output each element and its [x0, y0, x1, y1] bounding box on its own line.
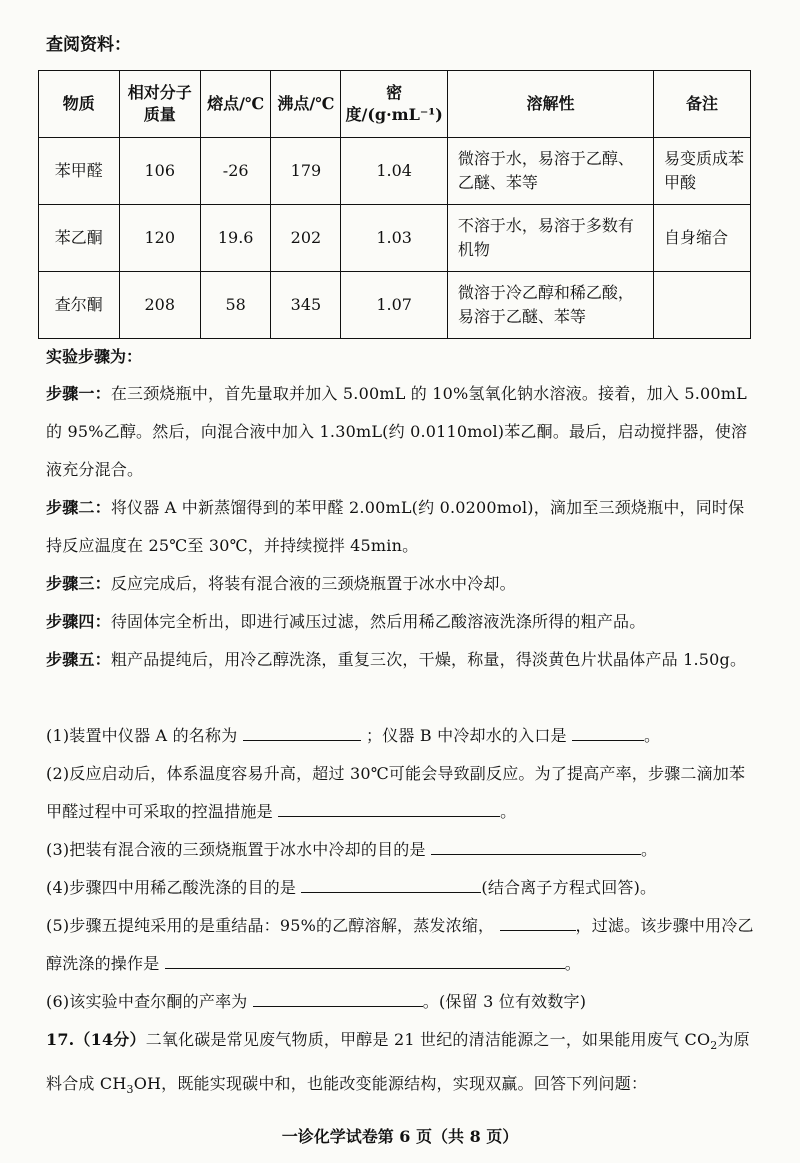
step-1 — [46, 375, 754, 489]
cell-remarks: 易变质成苯甲酸 — [654, 138, 751, 205]
question-5 — [46, 907, 754, 983]
question-6 — [46, 983, 754, 1021]
question-text: (5)步骤五提纯采用的是重结晶：95%的乙醇溶解，蒸发浓缩， — [46, 916, 495, 935]
cell-melting-point: -26 — [200, 138, 270, 205]
page-footer: 一诊化学试卷第 6 页（共 8 页） — [281, 1127, 519, 1146]
cell-substance: 苯甲醛 — [39, 138, 120, 205]
cell-molar-mass: 106 — [119, 138, 200, 205]
step-text: 在三颈烧瓶中，首先量取并加入 5.00mL 的 10%氢氧化钠水溶液。接着，加入 5.00mL 的 95%乙醇。然后，向混合液中加入 1.30mL(约 0.0110mol)苯乙酮。最后，启动搅拌器，使溶液充分混合。 — [46, 384, 748, 479]
question-text: (1)装置中仪器 A 的名称为 — [46, 726, 238, 745]
question-text: (6)该实验中查尔酮的产率为 — [46, 992, 248, 1011]
question-17 — [46, 1021, 754, 1109]
step-label: 步骤一： — [46, 384, 111, 403]
question-text: OH，既能实现碳中和，也能改变能源结构，实现双赢。回答下列问题： — [133, 1074, 648, 1094]
subscript: 2 — [710, 1039, 718, 1053]
cell-density: 1.07 — [341, 272, 447, 339]
answer-blank[interactable] — [243, 722, 361, 741]
question-text: 。(保留 3 位有效数字) — [422, 992, 587, 1011]
question-3 — [46, 831, 754, 869]
header-molar-mass: 相对分子质量 — [119, 71, 200, 138]
cell-density: 1.04 — [341, 138, 447, 205]
cell-melting-point: 19.6 — [200, 205, 270, 272]
answer-blank[interactable] — [165, 950, 565, 969]
question-number: 17.（14分） — [46, 1030, 146, 1049]
header-substance: 物质 — [39, 71, 120, 138]
table-row — [39, 138, 751, 205]
cell-boiling-point: 179 — [271, 138, 341, 205]
step-5 — [46, 641, 754, 679]
step-label: 步骤四： — [46, 612, 111, 631]
cell-solubility: 微溶于冷乙醇和稀乙酸，易溶于乙醚、苯等 — [447, 272, 653, 339]
cell-melting-point: 58 — [200, 272, 270, 339]
question-text: 。 — [640, 840, 658, 859]
steps-title: 实验步骤为： — [46, 347, 143, 366]
cell-substance: 苯乙酮 — [39, 205, 120, 272]
answer-blank[interactable] — [253, 988, 423, 1007]
header-solubility: 溶解性 — [447, 71, 653, 138]
step-2 — [46, 489, 754, 565]
step-label: 步骤三： — [46, 574, 111, 593]
cell-substance: 查尔酮 — [39, 272, 120, 339]
answer-blank[interactable] — [301, 874, 481, 893]
header-density: 密度/(g·mL⁻¹) — [341, 71, 447, 138]
question-text: (4)步骤四中用稀乙酸洗涤的目的是 — [46, 878, 297, 897]
step-text: 粗产品提纯后，用冷乙醇洗涤，重复三次，干燥，称量，得淡黄色片状晶体产品 1.50g。 — [110, 650, 747, 669]
step-3 — [46, 565, 754, 603]
cell-molar-mass: 120 — [119, 205, 200, 272]
question-text: (结合离子方程式回答)。 — [481, 878, 657, 897]
answer-blank[interactable] — [500, 912, 576, 931]
question-text: 。 — [500, 802, 517, 821]
question-text: ；仪器 B 中冷却水的入口是 — [366, 726, 567, 745]
question-4 — [46, 869, 754, 907]
question-1 — [46, 717, 754, 755]
cell-boiling-point: 345 — [271, 272, 341, 339]
answer-blank[interactable] — [431, 836, 641, 855]
cell-solubility: 不溶于水，易溶于多数有机物 — [447, 205, 653, 272]
header-melting-point: 熔点/℃ — [200, 71, 270, 138]
cell-remarks: 自身缩合 — [654, 205, 751, 272]
step-text: 待固体完全析出，即进行减压过滤，然后用稀乙酸溶液洗涤所得的粗产品。 — [110, 612, 646, 631]
header-remarks: 备注 — [654, 71, 751, 138]
cell-boiling-point: 202 — [271, 205, 341, 272]
step-label: 步骤五： — [46, 650, 111, 669]
step-text: 将仪器 A 中新蒸馏得到的苯甲醛 2.00mL(约 0.0200mol)，滴加至三颈烧瓶中，同时保持反应温度在 25℃至 30℃，并持续搅拌 45min。 — [46, 498, 745, 555]
question-2 — [46, 755, 754, 831]
answer-blank[interactable] — [572, 722, 644, 741]
question-text: 。 — [564, 954, 581, 973]
reference-heading: 查阅资料： — [46, 35, 131, 55]
subscript: 3 — [126, 1083, 134, 1097]
step-text: 反应完成后，将装有混合液的三颈烧瓶置于冰水中冷却。 — [110, 574, 516, 593]
step-label: 步骤二： — [46, 498, 111, 517]
table-row — [39, 205, 751, 272]
question-text: 。 — [644, 726, 661, 745]
table-header-row — [39, 71, 751, 138]
question-text: ，过滤。该步骤中用冷乙醇洗涤的操作是 — [46, 916, 754, 973]
question-text: 为原料合成 CH — [46, 1030, 750, 1094]
properties-table — [38, 70, 751, 339]
header-boiling-point: 沸点/℃ — [271, 71, 341, 138]
cell-density: 1.03 — [341, 205, 447, 272]
cell-solubility: 微溶于水，易溶于乙醇、乙醚、苯等 — [447, 138, 653, 205]
question-text: 二氧化碳是常见废气物质，甲醇是 21 世纪的清洁能源之一，如果能用废气 CO — [145, 1030, 711, 1049]
question-text: (3)把装有混合液的三颈烧瓶置于冰水中冷却的目的是 — [46, 840, 426, 859]
answer-blank[interactable] — [278, 798, 500, 817]
cell-molar-mass: 208 — [119, 272, 200, 339]
cell-remarks — [654, 272, 751, 339]
step-4 — [46, 603, 754, 641]
question-text: (2)反应启动后，体系温度容易升高，超过 30℃可能会导致副反应。为了提高产率，步骤二滴加苯甲醛过程中可采取的控温措施是 — [46, 764, 746, 821]
table-row — [39, 272, 751, 339]
